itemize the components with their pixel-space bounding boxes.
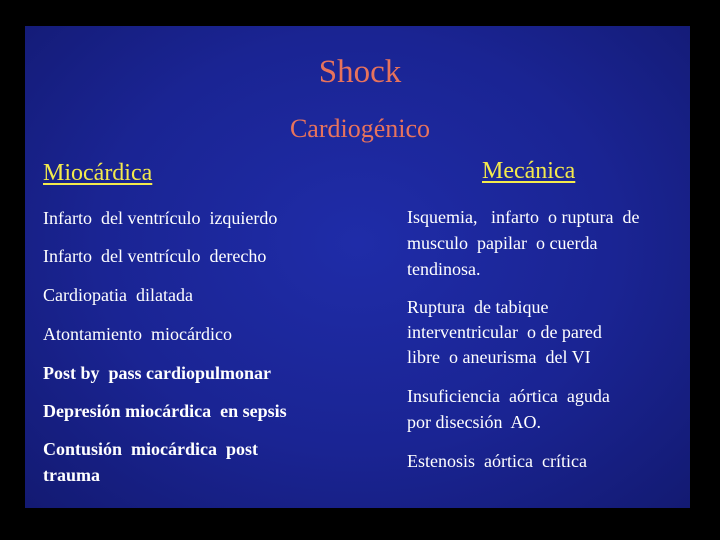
left-item-1: Infarto del ventrículo izquierdo bbox=[43, 208, 278, 228]
slide-title: Shock bbox=[318, 54, 402, 90]
right-item-2-line-2: interventricular o de pared bbox=[407, 322, 602, 342]
right-item-4: Estenosis aórtica crítica bbox=[407, 451, 587, 471]
right-item-2-line-1: Ruptura de tabique bbox=[407, 297, 549, 317]
right-column-heading: Mecánica bbox=[482, 158, 576, 184]
left-item-6: Depresión miocárdica en sepsis bbox=[43, 401, 287, 421]
left-item-7-cont: trauma bbox=[43, 465, 100, 485]
left-item-3: Cardiopatia dilatada bbox=[43, 285, 193, 305]
right-item-2-line-3: libre o aneurisma del VI bbox=[407, 347, 591, 367]
slide-subtitle: Cardiogénico bbox=[289, 114, 431, 143]
left-item-5: Post by pass cardiopulmonar bbox=[43, 363, 272, 383]
right-item-3-line-2: por disecsión AO. bbox=[407, 412, 541, 432]
right-item-1-line-2: musculo papilar o cuerda bbox=[407, 233, 598, 253]
left-item-4: Atontamiento miocárdico bbox=[43, 324, 232, 344]
right-item-1-line-1: Isquemia, infarto o ruptura de bbox=[407, 207, 640, 227]
left-item-7: Contusión miocárdica post bbox=[43, 439, 259, 459]
right-item-1-line-3: tendinosa. bbox=[407, 259, 481, 279]
left-column-heading: Miocárdica bbox=[43, 160, 153, 186]
left-item-2: Infarto del ventrículo derecho bbox=[43, 246, 267, 266]
right-item-3-line-1: Insuficiencia aórtica aguda bbox=[407, 386, 610, 406]
